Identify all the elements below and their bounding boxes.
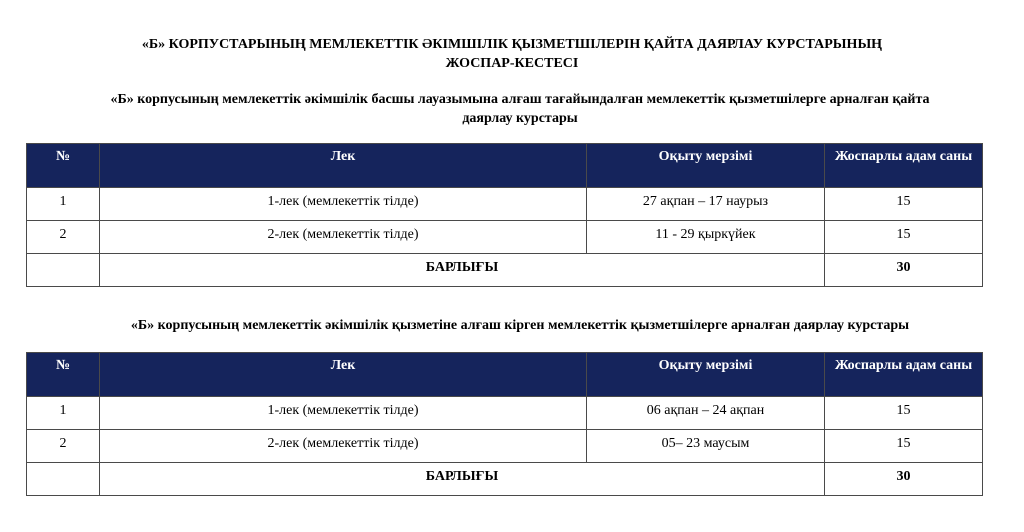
row-count: 15	[825, 397, 983, 430]
column-header-period: Оқыту мерзімі	[587, 353, 825, 397]
row-count: 15	[825, 188, 983, 221]
total-value: 30	[825, 254, 983, 287]
row-number: 2	[27, 430, 100, 463]
table-row	[27, 221, 983, 254]
table-row	[27, 430, 983, 463]
section1-title-line2: даярлау курстары	[462, 111, 578, 126]
total-label: БАРЛЫҒЫ	[100, 254, 825, 287]
document-title	[0, 35, 1024, 73]
row-count: 15	[825, 221, 983, 254]
row-lek: 2-лек (мемлекеттік тілде)	[100, 221, 587, 254]
table-header-row	[27, 353, 983, 397]
column-header-number: №	[27, 353, 100, 397]
row-lek: 1-лек (мемлекеттік тілде)	[100, 397, 587, 430]
row-lek: 2-лек (мемлекеттік тілде)	[100, 430, 587, 463]
row-count: 15	[825, 430, 983, 463]
column-header-period: Оқыту мерзімі	[587, 144, 825, 188]
document-title-line2: ЖОСПАР-КЕСТЕСІ	[445, 56, 579, 71]
row-period: 06 ақпан – 24 ақпан	[587, 397, 825, 430]
row-lek: 1-лек (мемлекеттік тілде)	[100, 188, 587, 221]
row-number: 1	[27, 397, 100, 430]
section2-title-line1: «Б» корпусының мемлекеттік әкімшілік қызметіне алғаш кірген мемлекеттік қызметшілерге арналған даярлау курстары	[130, 318, 910, 333]
row-period: 05– 23 маусым	[587, 430, 825, 463]
column-header-number: №	[27, 144, 100, 188]
section1-table	[26, 143, 983, 287]
total-empty-cell	[27, 254, 100, 287]
document-title-line1: «Б» КОРПУСТАРЫНЫҢ МЕМЛЕКЕТТІК ӘКІМШІЛІК ҚЫЗМЕТШІЛЕРІН ҚАЙТА ДАЯРЛАУ КУРСТАРЫНЫҢ	[141, 37, 883, 52]
row-number: 1	[27, 188, 100, 221]
section2-title	[40, 316, 1000, 335]
total-value: 30	[825, 463, 983, 496]
row-period: 11 - 29 қыркүйек	[587, 221, 825, 254]
total-row	[27, 463, 983, 496]
section2-table	[26, 352, 983, 496]
column-header-lek: Лек	[100, 353, 587, 397]
total-label: БАРЛЫҒЫ	[100, 463, 825, 496]
table-row	[27, 188, 983, 221]
section1-title-line1: «Б» корпусының мемлекеттік әкімшілік басшы лауазымына алғаш тағайындалған мемлекеттік қызметшілерге арналған қайта	[110, 92, 930, 107]
table-row	[27, 397, 983, 430]
total-empty-cell	[27, 463, 100, 496]
column-header-planned: Жоспарлы адам саны	[825, 144, 983, 188]
row-period: 27 ақпан – 17 наурыз	[587, 188, 825, 221]
section1-title	[40, 90, 1000, 128]
total-row	[27, 254, 983, 287]
table-header-row	[27, 144, 983, 188]
row-number: 2	[27, 221, 100, 254]
column-header-planned: Жоспарлы адам саны	[825, 353, 983, 397]
column-header-lek: Лек	[100, 144, 587, 188]
